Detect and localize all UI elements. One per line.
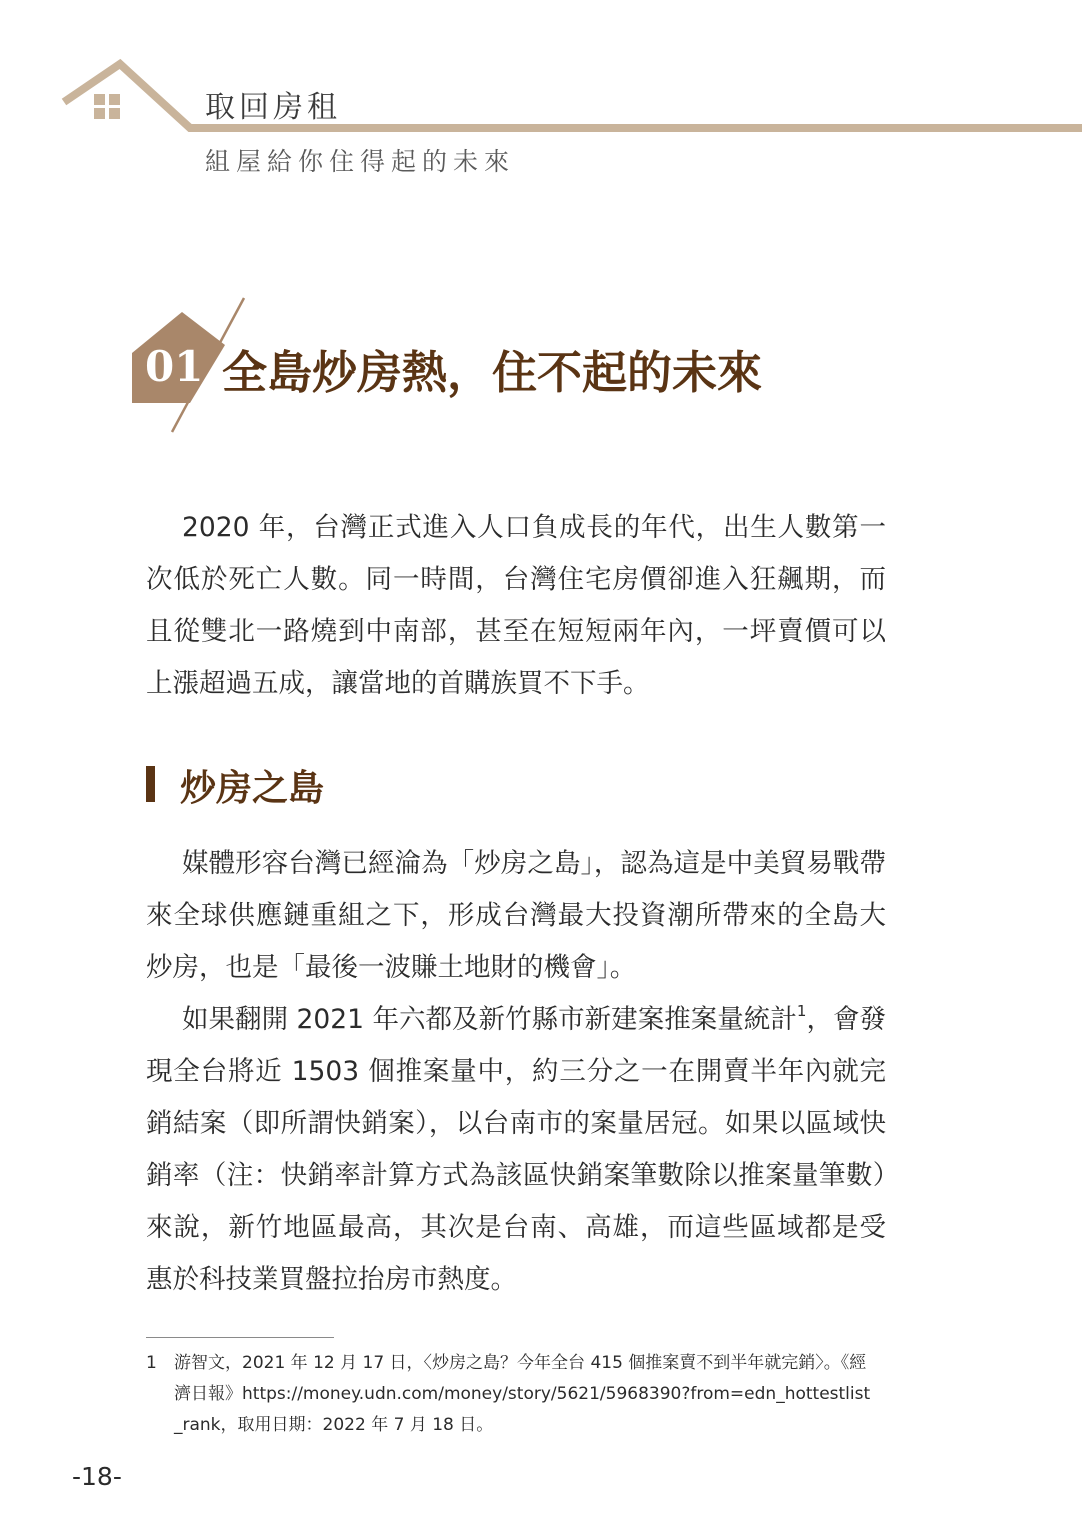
body-paragraph: 媒體形容台灣已經淪為「炒房之島」，認為這是中美貿易戰帶來全球供應鏈重組之下，形成台灣最大投資潮所帶來的全島大炒房，也是「最後一波賺土地財的機會」。 — [146, 848, 886, 983]
book-title: 取回房租 — [205, 90, 341, 125]
book-subtitle: 組屋給你住得起的未來 — [205, 147, 516, 176]
section-heading-bar — [146, 766, 155, 802]
body-paragraph — [146, 994, 886, 1306]
section-title: 炒房之島 — [180, 767, 325, 809]
footnote-reference[interactable]: 1 — [796, 1002, 807, 1020]
chapter-number: 01 — [145, 342, 204, 391]
chapter-title: 全島炒房熱，住不起的未來 — [222, 346, 763, 399]
paragraph-text: 如果翻開 2021 年六都及新竹縣市新建案推案量統計 — [182, 1004, 797, 1035]
footnote-marker: 1 — [146, 1353, 157, 1373]
body-paragraph: 2020 年，台灣正式進入人口負成長的年代，出生人數第一次低於死亡人數。同一時間，台灣住宅房價卻進入狂飆期，而且從雙北一路燒到中南部，甚至在短短兩年內，一坪賣價可以上漲超過五成，讓當地的首購族買不下手。 — [146, 512, 886, 699]
footnote-divider — [146, 1337, 334, 1338]
footnote-text: 游智文，2021 年 12 月 17 日，〈炒房之島？今年全台 415 個推案賣不到半年就完銷〉。《經濟日報》https://money.udn.com/money/story/5621/5968390?from=edn_hottestlist_rank，取用日期：2022 年 7 月 18 日。 — [174, 1353, 871, 1435]
page-number: -18- — [72, 1462, 122, 1491]
paragraph-text: ，會發現全台將近 1503 個推案量中，約三分之一在開賣半年內就完銷結案（即所謂快銷案），以台南市的案量居冠。如果以區域快銷率（注：快銷率計算方式為該區快銷案筆數除以推案量筆數）來說，新竹地區最高，其次是台南、高雄，而這些區域都是受惠於科技業買盤拉抬房市熱度。 — [146, 1004, 887, 1295]
